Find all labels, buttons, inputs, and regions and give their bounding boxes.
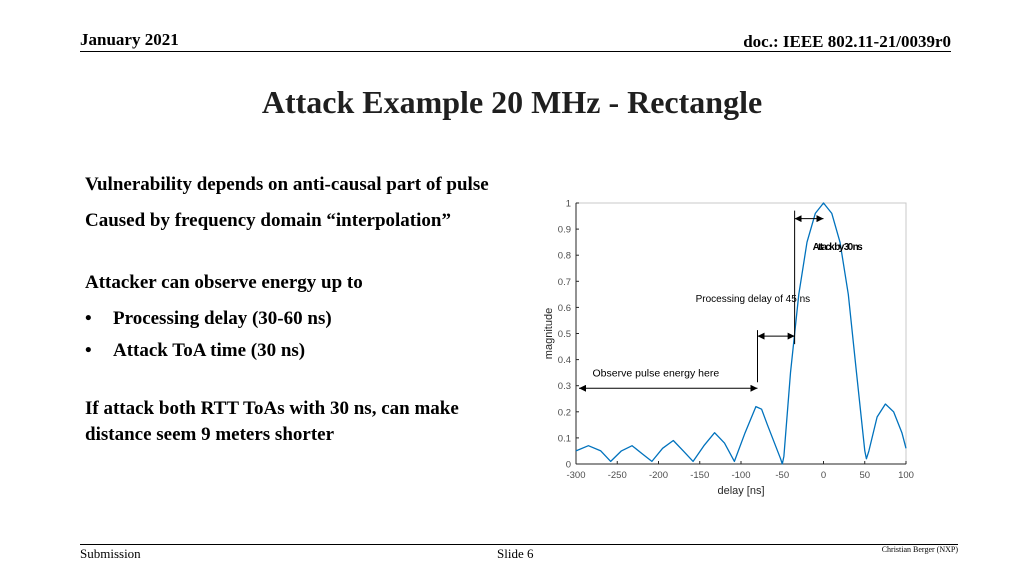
- header-divider: [80, 51, 951, 52]
- footer-author: Christian Berger (NXP): [881, 545, 958, 554]
- y-axis-label: magnitude: [543, 307, 555, 360]
- footer-slide-number: Slide 6: [497, 546, 534, 561]
- x-tick-label: -100: [731, 470, 751, 481]
- bullet-icon: •: [85, 340, 92, 361]
- y-tick-label: 0.5: [557, 329, 571, 340]
- attack-annotation-label: Attack by 30 ns: [812, 241, 863, 253]
- x-tick-label: 50: [859, 470, 871, 481]
- body-paragraph-3: Attacker can observe energy up to: [85, 272, 363, 293]
- x-tick-label: -300: [566, 470, 586, 481]
- body-paragraph-1: Vulnerability depends on anti-causal part of pulse: [85, 174, 489, 195]
- processing-annotation-label: Processing delay of 45 ns: [695, 294, 811, 306]
- spacer: [85, 370, 515, 396]
- y-tick-label: 0.6: [557, 302, 571, 314]
- spacer: [85, 244, 515, 270]
- y-tick-label: 0.9: [557, 224, 571, 236]
- x-tick-label: 0: [820, 470, 827, 481]
- list-item: [85, 306, 515, 332]
- x-tick-label: 100: [898, 470, 914, 481]
- body-paragraph-4: If attack both RTT ToAs with 30 ns, can make distance seem 9 meters shorter: [85, 398, 459, 445]
- y-tick-label: 0.2: [557, 407, 571, 419]
- x-axis-label: delay [ns]: [717, 485, 765, 497]
- y-tick-label: 0.4: [557, 355, 571, 367]
- list-item: [85, 338, 515, 364]
- x-tick-label: -200: [648, 470, 669, 481]
- y-tick-label: 0.7: [557, 276, 571, 288]
- observe-annotation-label: Observe pulse energy here: [592, 367, 720, 380]
- y-tick-label: 0: [565, 459, 571, 471]
- x-tick-label: -150: [690, 470, 710, 481]
- y-tick-label: 0.8: [557, 250, 571, 262]
- bullet-text: Attack ToA time (30 ns): [113, 340, 306, 361]
- footer-submission: Submission: [80, 546, 141, 561]
- bullet-icon: •: [85, 308, 92, 329]
- y-tick-label: 0.1: [557, 433, 571, 445]
- magnitude-delay-chart: [530, 190, 930, 510]
- y-tick-label: 0.3: [557, 381, 571, 393]
- bullet-text: Processing delay (30-60 ns): [113, 308, 332, 329]
- x-tick-label: -50: [775, 470, 790, 481]
- slide-body: [85, 172, 515, 458]
- x-tick-label: -250: [607, 470, 627, 481]
- body-paragraph-2: Caused by frequency domain “interpolation”: [85, 210, 451, 231]
- footer-divider: [80, 544, 958, 545]
- y-tick-label: 1: [565, 198, 571, 210]
- header-doc-id: doc.: IEEE 802.11-21/0039r0: [743, 32, 951, 51]
- slide-title: Attack Example 20 MHz - Rectangle: [261, 84, 763, 120]
- header-date: January 2021: [80, 30, 179, 49]
